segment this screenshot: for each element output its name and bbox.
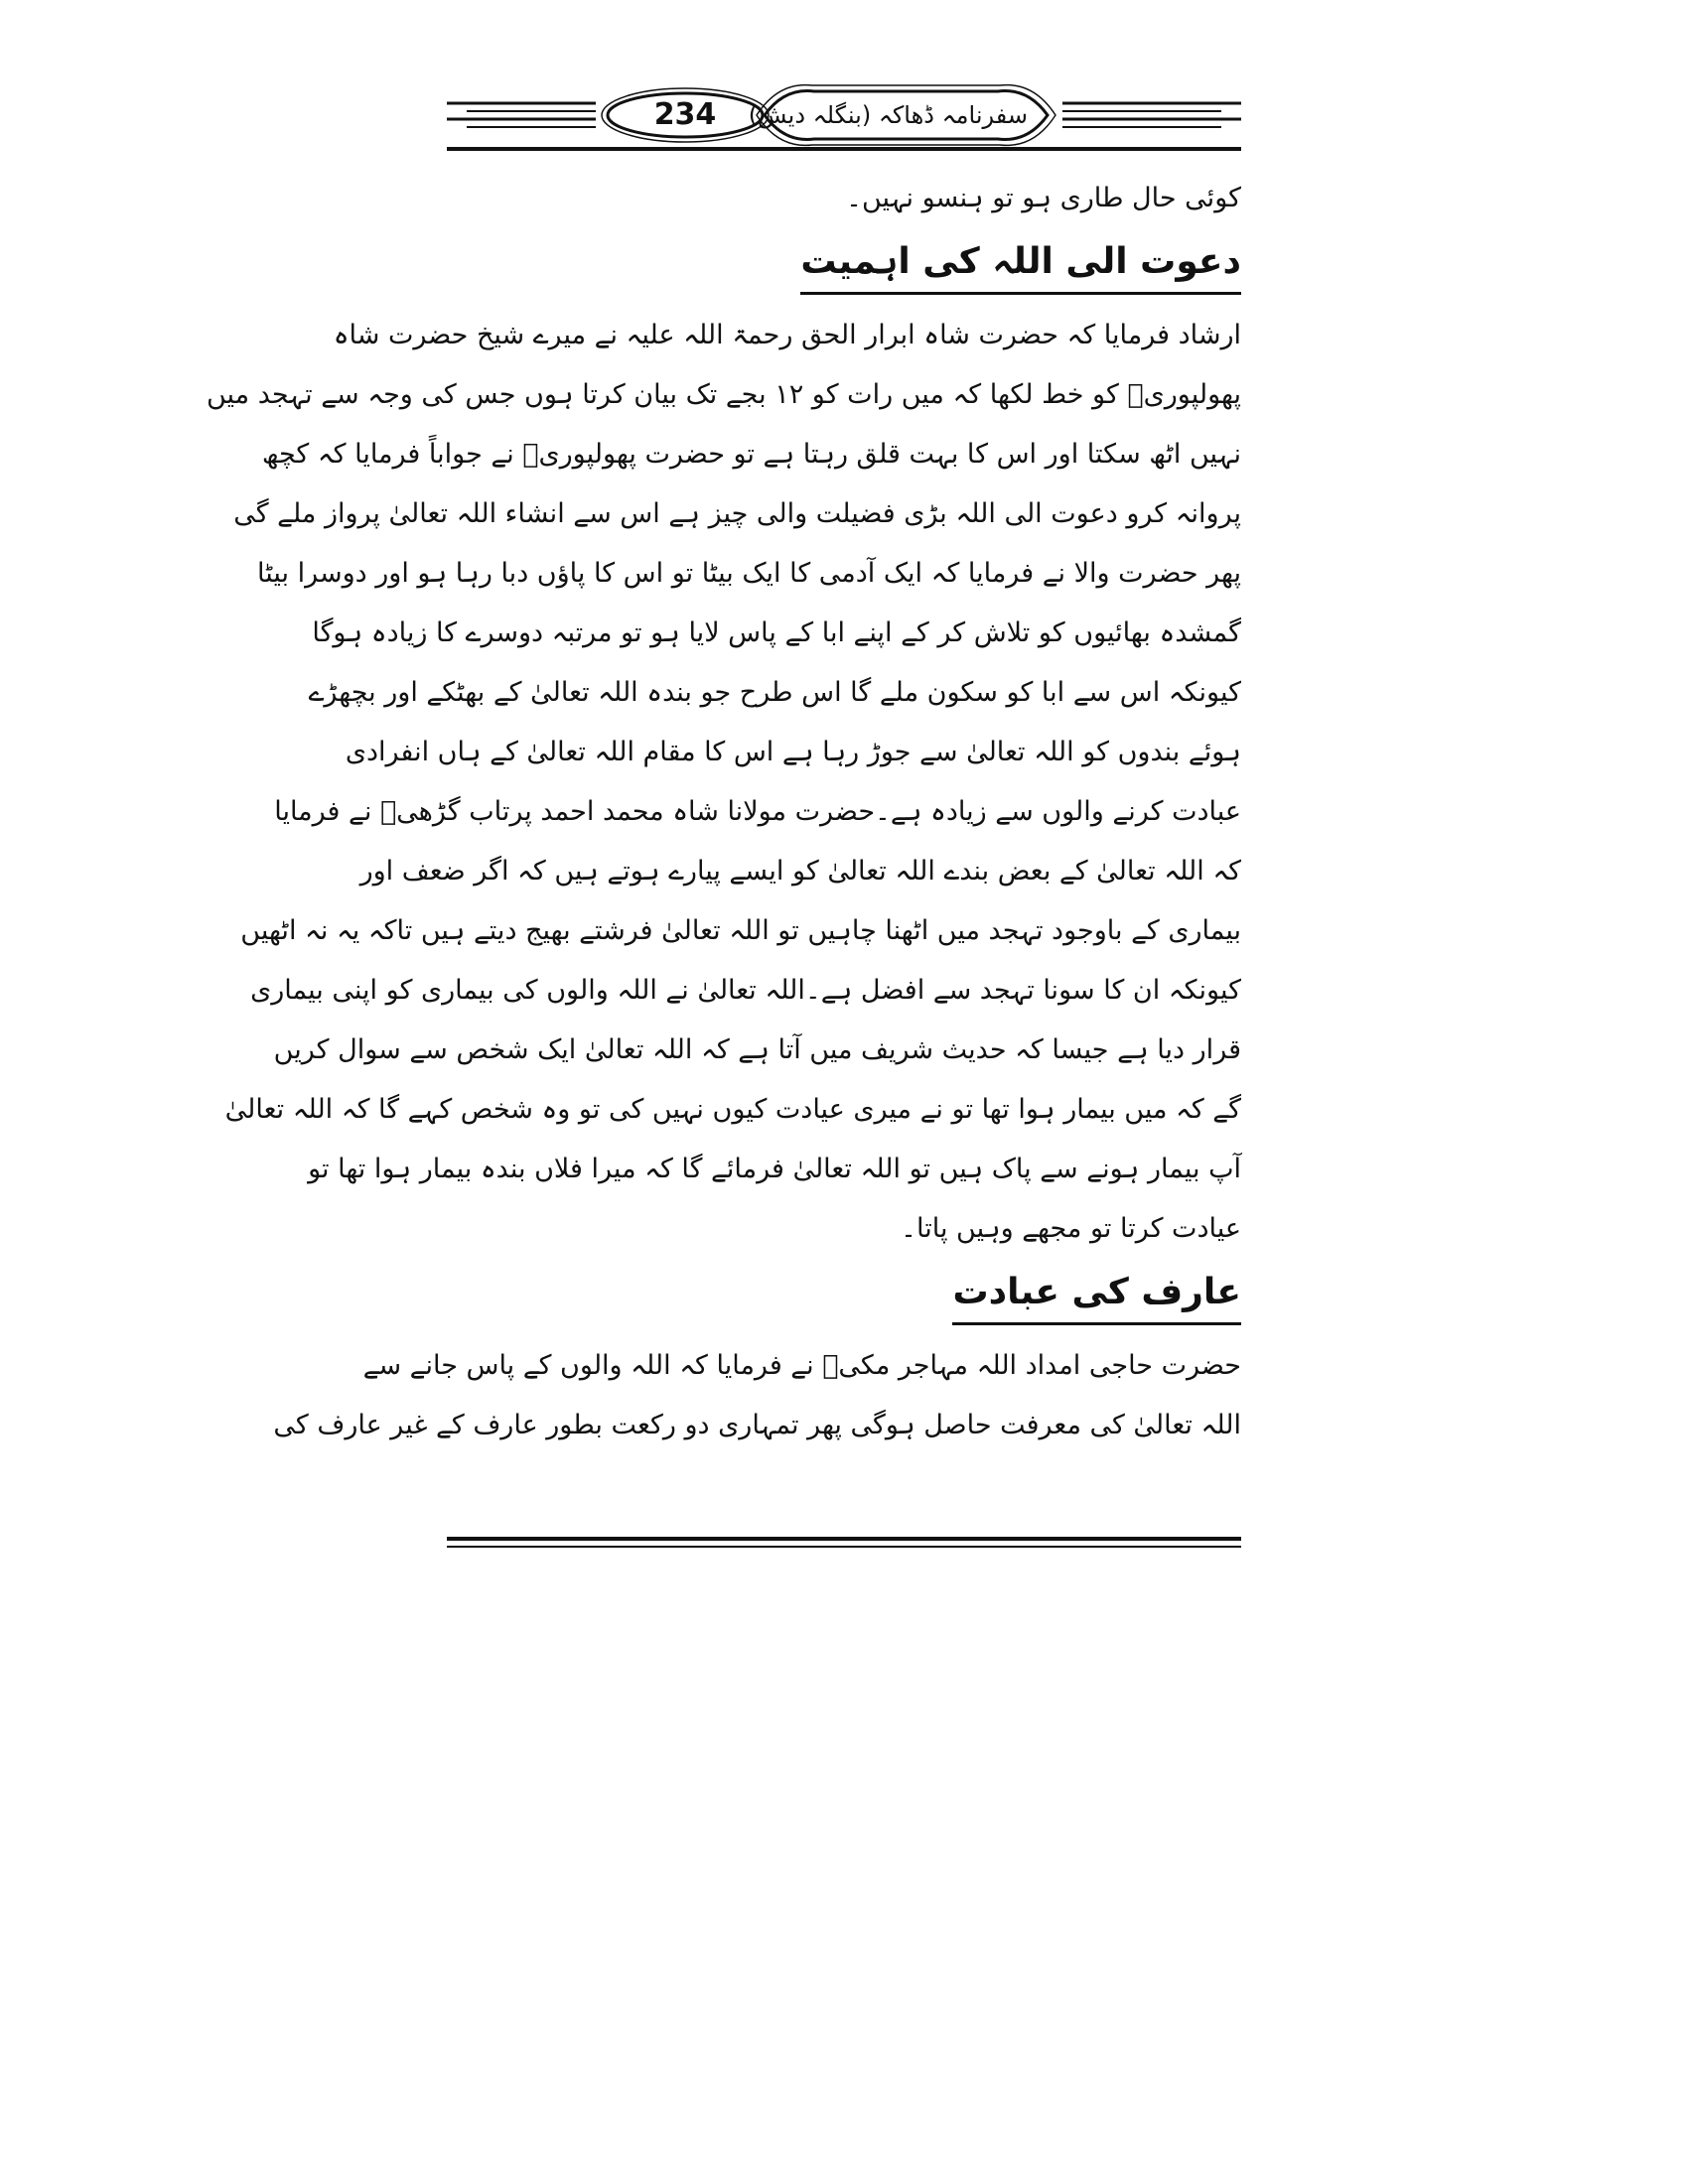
paragraph-line: نہیں اٹھ سکتا اور اس کا بہت قلق رہتا ہے تو حضرت پھولپوریؒ نے جواباً فرمایا کہ کچھ [261,439,1241,470]
paragraph-line: پھولپوریؒ کو خط لکھا کہ میں رات کو ۱۲ بجے تک بیان کرتا ہوں جس کی وجہ سے تہجد میں [206,379,1241,410]
footer-rule-thick [447,1537,1241,1541]
paragraph-line: ہوئے بندوں کو اللہ تعالیٰ سے جوڑ رہا ہے اس کا مقام اللہ تعالیٰ کے ہاں انفرادی [345,737,1241,767]
paragraph-line: ارشاد فرمایا کہ حضرت شاہ ابرار الحق رحمۃ اللہ علیہ نے میرے شیخ حضرت شاہ [333,320,1241,350]
section-heading-wrap [447,1259,1241,1336]
running-title: سفرنامہ ڈھاکہ (بنگلہ دیش) [748,101,1028,129]
paragraph-line: حضرت حاجی امداد اللہ مہاجر مکیؒ نے فرمایا کہ اللہ والوں کے پاس جانے سے [362,1350,1241,1381]
paragraph-line: اللہ تعالیٰ کی معرفت حاصل ہوگی پھر تمہاری دو رکعت بطور عارف کے غیر عارف کی [273,1410,1241,1440]
paragraph-line: عبادت کرنے والوں سے زیادہ ہے۔حضرت مولانا شاہ محمد احمد پرتاب گڑھیؒ نے فرمایا [274,796,1241,827]
paragraph-line: عیادت کرتا تو مجھے وہیں پاتا۔ [901,1213,1241,1244]
paragraph-line: گمشدہ بھائیوں کو تلاش کر کے اپنے ابا کے پاس لایا ہو تو مرتبہ دوسرے کا زیادہ ہوگا [312,617,1241,648]
paragraph-line: کہ اللہ تعالیٰ کے بعض بندے اللہ تعالیٰ کو ایسے پیارے ہوتے ہیں کہ اگر ضعف اور [359,856,1241,887]
intro-line: کوئی حال طاری ہو تو ہنسو نہیں۔ [846,183,1241,213]
section-heading-arif: عارف کی عبادت [952,1265,1241,1325]
paragraph-line: گے کہ میں بیمار ہوا تھا تو نے میری عیادت کیوں نہیں کی تو وہ شخص کہے گا کہ اللہ تعالیٰ [224,1094,1241,1125]
paragraph-line: پھر حضرت والا نے فرمایا کہ ایک آدمی کا ایک بیٹا تو اس کا پاؤں دبا رہا ہو اور دوسرا بیٹا [256,558,1241,589]
page-header [447,81,1241,161]
section-heading-wrap [447,228,1241,306]
paragraph-line: کیونکہ ان کا سونا تہجد سے افضل ہے۔اللہ تعالیٰ نے اللہ والوں کی بیماری کو اپنی بیماری [250,975,1241,1006]
footer-rule [447,1537,1241,1551]
page-number: 234 [653,97,717,132]
paragraph-line: بیماری کے باوجود تہجد میں اٹھنا چاہیں تو اللہ تعالیٰ فرشتے بھیج دیتے ہیں تاکہ یہ نہ اٹھیں [240,915,1241,946]
page-body [206,169,1241,1455]
paragraph-line: آپ بیمار ہونے سے پاک ہیں تو اللہ تعالیٰ فرمائے گا کہ میرا فلاں بندہ بیمار ہوا تھا تو [308,1154,1241,1184]
section-heading-dawat: دعوت الی اللہ کی اہمیت [800,234,1241,295]
paragraph-line: کیونکہ اس سے ابا کو سکون ملے گا اس طرح جو بندہ اللہ تعالیٰ کے بھٹکے اور بچھڑے [308,677,1241,708]
paragraph-line: قرار دیا ہے جیسا کہ حدیث شریف میں آتا ہے کہ اللہ تعالیٰ ایک شخص سے سوال کریں [273,1034,1241,1065]
footer-rule-thin [447,1546,1241,1548]
paragraph-line: پروانہ کرو دعوت الی اللہ بڑی فضیلت والی چیز ہے اس سے انشاء اللہ تعالیٰ پرواز ملے گی [233,498,1241,529]
